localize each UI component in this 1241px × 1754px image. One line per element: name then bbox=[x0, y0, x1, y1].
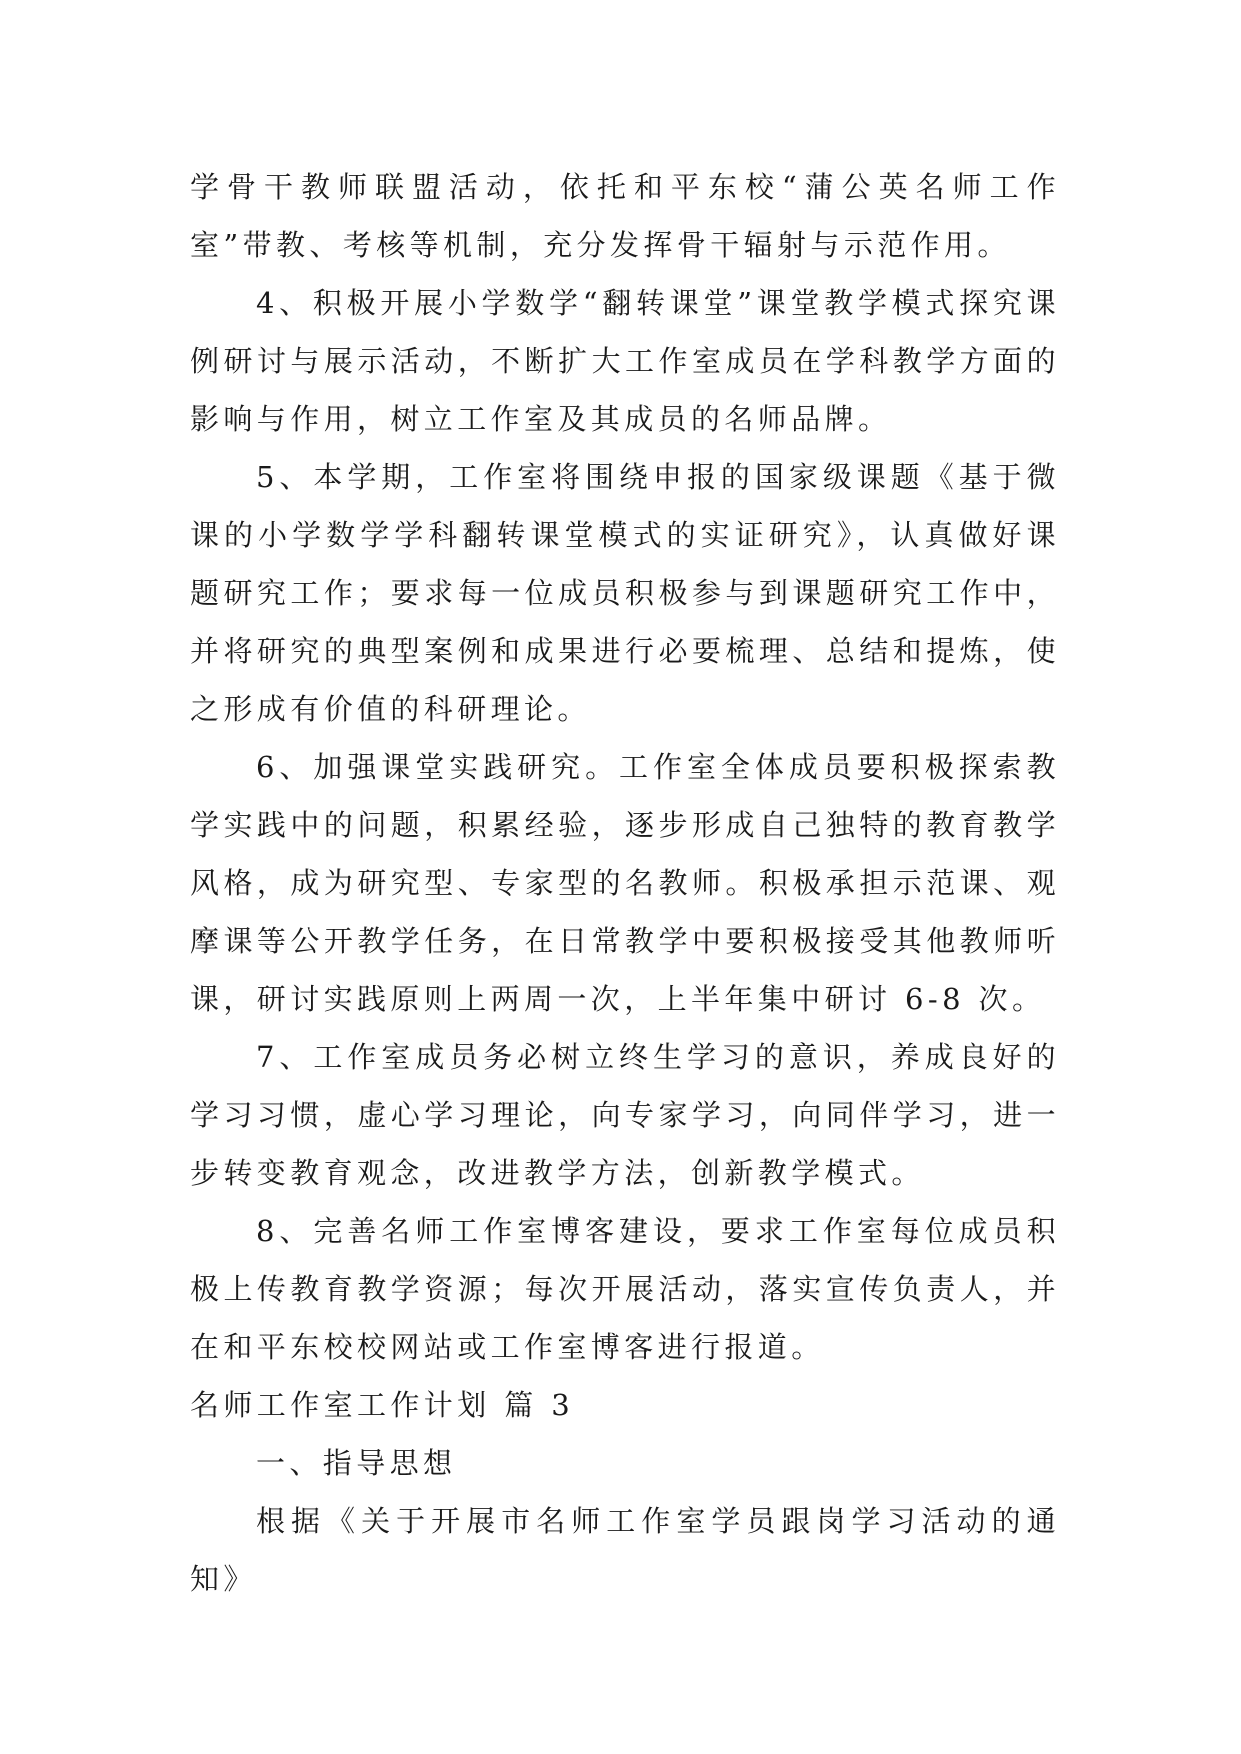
document-body bbox=[190, 158, 1060, 1608]
paragraph-item-8: 8、完善名师工作室博客建设，要求工作室每位成员积极上传教育教学资源；每次开展活动，落实宣传负责人，并在和平东校校网站或工作室博客进行报道。 bbox=[190, 1214, 1060, 1364]
paragraph-last: 根据《关于开展市名师工作室学员跟岗学习活动的通知》 bbox=[190, 1504, 1060, 1596]
paragraph-continuation: 学骨干教师联盟活动，依托和平东校“蒲公英名师工作室”带教、考核等机制，充分发挥骨干辐射与示范作用。 bbox=[190, 170, 1060, 262]
paragraph-item-4: 4、积极开展小学数学“翻转课堂”课堂教学模式探究课例研讨与展示活动，不断扩大工作室成员在学科教学方面的影响与作用，树立工作室及其成员的名师品牌。 bbox=[190, 286, 1060, 436]
section-title: 名师工作室工作计划 篇 3 bbox=[190, 1388, 575, 1422]
paragraph-item-6: 6、加强课堂实践研究。工作室全体成员要积极探索教学实践中的问题，积累经验，逐步形成自己独特的教育教学风格，成为研究型、专家型的名教师。积极承担示范课、观摩课等公开教学任务，在日常教学中要积极接受其他教师听课，研讨实践原则上两周一次，上半年集中研讨 6-8 次。 bbox=[190, 750, 1060, 1016]
paragraph-item-7: 7、工作室成员务必树立终生学习的意识，养成良好的学习习惯，虚心学习理论，向专家学习，向同伴学习，进一步转变教育观念，改进教学方法，创新教学模式。 bbox=[190, 1040, 1060, 1190]
sub-heading-guiding-thought: 一、指导思想 bbox=[256, 1446, 457, 1480]
paragraph-item-5: 5、本学期，工作室将围绕申报的国家级课题《基于微课的小学数学学科翻转课堂模式的实证研究》，认真做好课题研究工作；要求每一位成员积极参与到课题研究工作中，并将研究的典型案例和成果进行必要梳理、总结和提炼，使之形成有价值的科研理论。 bbox=[190, 460, 1060, 726]
